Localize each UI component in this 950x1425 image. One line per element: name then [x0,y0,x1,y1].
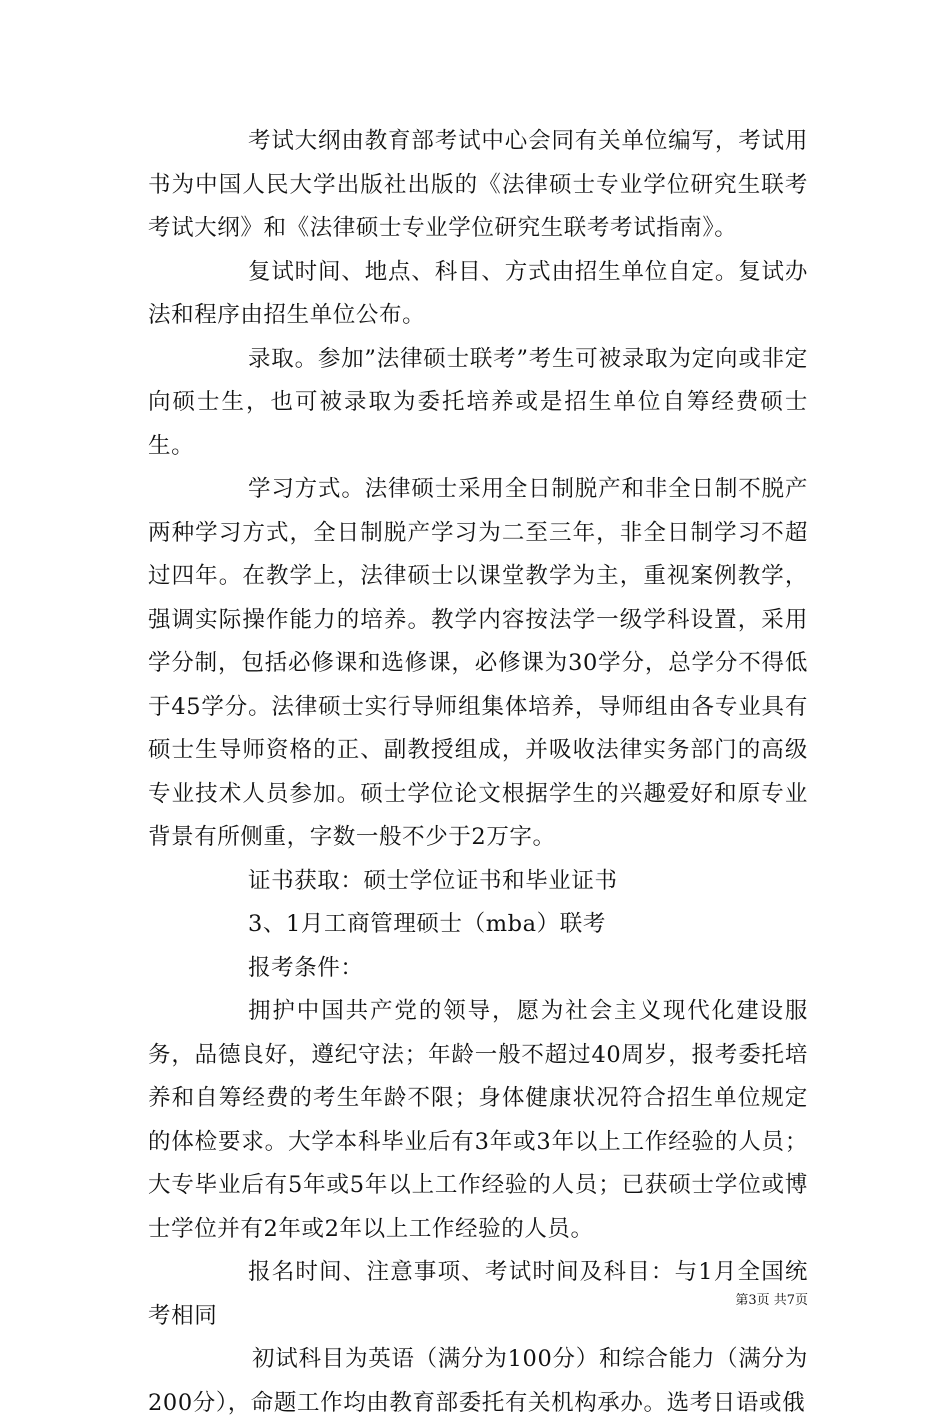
paragraph-certificate: 证书获取：硕士学位证书和毕业证书 [248,867,618,894]
paragraph-admission: 录取。参加”法律硕士联考”考生可被录取为定向或非定向硕士生，也可被录取为委托培养或是招生单位自筹经费硕士生。 [148,345,808,459]
document-body [148,120,808,1425]
paragraph-mba-heading: 3、1月工商管理硕士（mba）联考 [248,911,606,937]
paragraph-requirements-heading: 报考条件： [248,954,364,981]
paragraph-registration: 报名时间、注意事项、考试时间及科目：与1月全国统考相同 [148,1259,808,1329]
paragraph-exam-outline: 考试大纲由教育部考试中心会同有关单位编写，考试用书为中国人民大学出版社出版的《法律硕士专业学位研究生联考考试大纲》和《法律硕士专业学位研究生联考考试指南》。 [148,128,808,241]
page-number: 第3页 共7页 [735,1293,808,1308]
paragraph-requirements: 拥护中国共产党的领导，愿为社会主义现代化建设服务，品德良好，遵纪守法；年龄一般不超过40周岁，报考委托培养和自筹经费的考生年龄不限；身体健康状况符合招生单位规定的体检要求。大学本科毕业后有3年或3年以上工作经验的人员；大专毕业后有5年或5年以上工作经验的人员；已获硕士学位或博士学位并有2年或2年以上工作经验的人员。 [148,998,808,1242]
paragraph-retest: 复试时间、地点、科目、方式由招生单位自定。复试办法和程序由招生单位公布。 [148,258,808,328]
paragraph-initial-exam: 初试科目为英语（满分为100分）和综合能力（满分为200分），命题工作均由教育部委托有关机构承办。选考日语或俄 [148,1346,808,1416]
paragraph-study-mode: 学习方式。法律硕士采用全日制脱产和非全日制不脱产两种学习方式，全日制脱产学习为二至三年，非全日制学习不超过四年。在教学上，法律硕士以课堂教学为主，重视案例教学，强调实际操作能力的培养。教学内容按法学一级学科设置，采用学分制，包括必修课和选修课，必修课为30学分，总学分不得低于45学分。法律硕士实行导师组集体培养，导师组由各专业具有硕士生导师资格的正、副教授组成，并吸收法律实务部门的高级专业技术人员参加。硕士学位论文根据学生的兴趣爱好和原专业背景有所侧重，字数一般不少于2万字。 [148,476,808,850]
